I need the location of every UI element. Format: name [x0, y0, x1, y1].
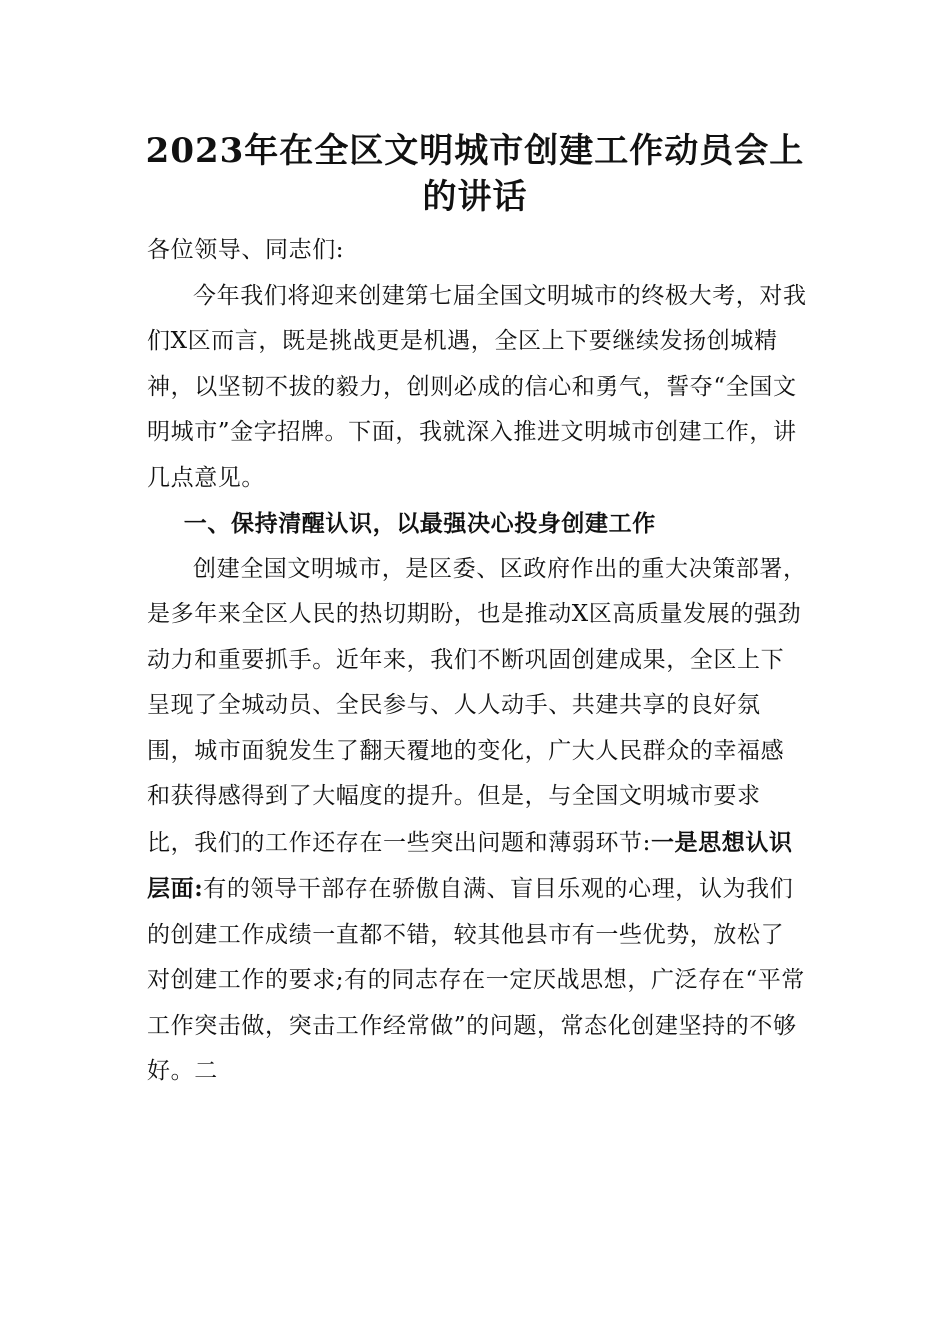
paragraph-section-1-rest: 有的领导干部存在骄傲自满、盲目乐观的心理，认为我们的创建工作成绩一直都不错，较其他县市有一些优势，放松了对创建工作的要求;有的同志存在一定厌战思想，广泛存在“平常工作突击做，突击工作经常做”的问题，常态化创建坚持的不够好。二 — [147, 876, 805, 1084]
paragraph-section-1 — [147, 547, 807, 1095]
paragraph-intro: 今年我们将迎来创建第七届全国文明城市的终极大考，对我们X区而言，既是挑战更是机遇，全区上下要继续发扬创城精神，以坚韧不拔的毅力，创则必成的信心和勇气，誓夺“全国文明城市”金字招牌。下面，我就深入推进文明城市创建工作，讲几点意见。 — [147, 282, 807, 491]
point-one-label: 一是思想认识层面: — [147, 828, 793, 902]
paragraph-section-1-intro: 创建全国文明城市，是区委、区政府作出的重大决策部署，是多年来全区人民的热切期盼，也是推动X区高质量发展的强劲动力和重要抓手。近年来，我们不断巩固创建成果，全区上下呈现了全城动员、全民参与、人人动手、共建共享的良好氛围，城市面貌发生了翻天覆地的变化，广大人民群众的幸福感和获得感得到了大幅度的提升。但是，与全国文明城市要求比，我们的工作还存在一些突出问题和薄弱环节: — [147, 555, 807, 856]
document-body — [147, 228, 807, 1095]
document-title: 2023年在全区文明城市创建工作动员会上的讲话 — [145, 131, 805, 217]
greeting: 各位领导、同志们: — [147, 237, 345, 263]
section-heading-1: 一、保持清醒认识，以最强决心投身创建工作 — [183, 510, 656, 537]
